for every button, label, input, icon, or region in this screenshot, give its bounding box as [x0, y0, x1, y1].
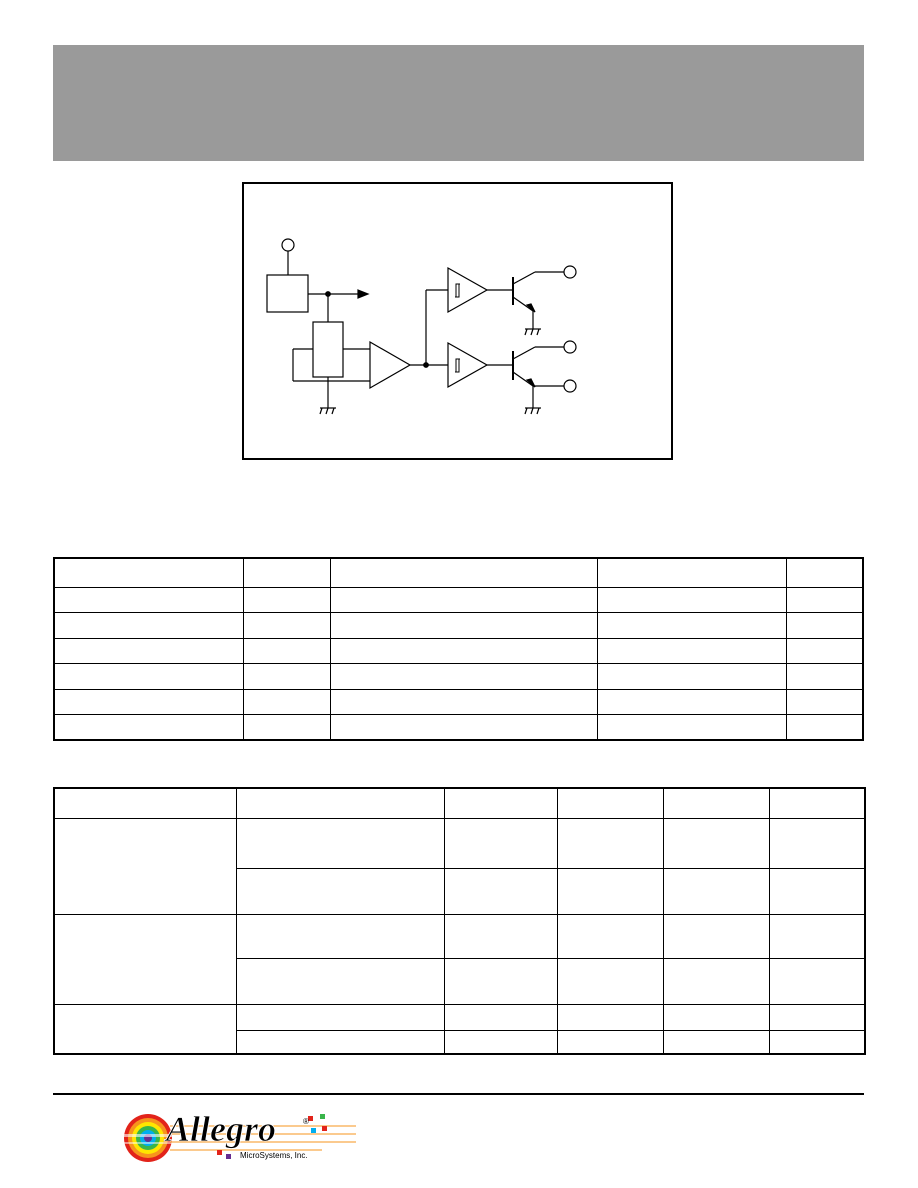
- block-diagram-svg: [244, 184, 675, 462]
- output-transistor-1: [513, 272, 564, 335]
- footer-rule: [53, 1093, 864, 1095]
- output-transistor-2: [513, 347, 564, 414]
- amplifier: [370, 342, 410, 388]
- regulator-block: [267, 275, 308, 312]
- table-row: [54, 689, 863, 715]
- table-row: [54, 914, 865, 958]
- output-pin-2: [564, 341, 576, 353]
- output-pin-3: [564, 380, 576, 392]
- table-row: [54, 715, 863, 741]
- ground-symbol: [320, 408, 336, 414]
- table-row: [54, 818, 865, 868]
- output-pin-1: [564, 266, 576, 278]
- allegro-logo-graphic: [122, 1104, 362, 1168]
- header-band: [53, 45, 864, 161]
- table-1: [53, 557, 864, 741]
- hall-element: [313, 322, 343, 377]
- table-row: [54, 613, 863, 639]
- supply-pin: [282, 239, 294, 251]
- table-2: [53, 787, 866, 1055]
- logo-subtitle: MicroSystems, Inc.: [240, 1151, 308, 1160]
- logo-wordmark: Allegro: [166, 1109, 277, 1149]
- table-row: [54, 558, 863, 587]
- registered-mark: ®: [303, 1117, 309, 1126]
- schmitt-trigger-1: [448, 268, 487, 312]
- table-row: [54, 788, 865, 818]
- rainbow-disc-icon: [124, 1114, 172, 1162]
- allegro-logo: [122, 1104, 362, 1173]
- table-row: [54, 638, 863, 664]
- table-row: [54, 664, 863, 690]
- table-row: [54, 587, 863, 613]
- block-diagram: [242, 182, 673, 460]
- schmitt-trigger-2: [448, 343, 487, 387]
- table-row: [54, 1004, 865, 1030]
